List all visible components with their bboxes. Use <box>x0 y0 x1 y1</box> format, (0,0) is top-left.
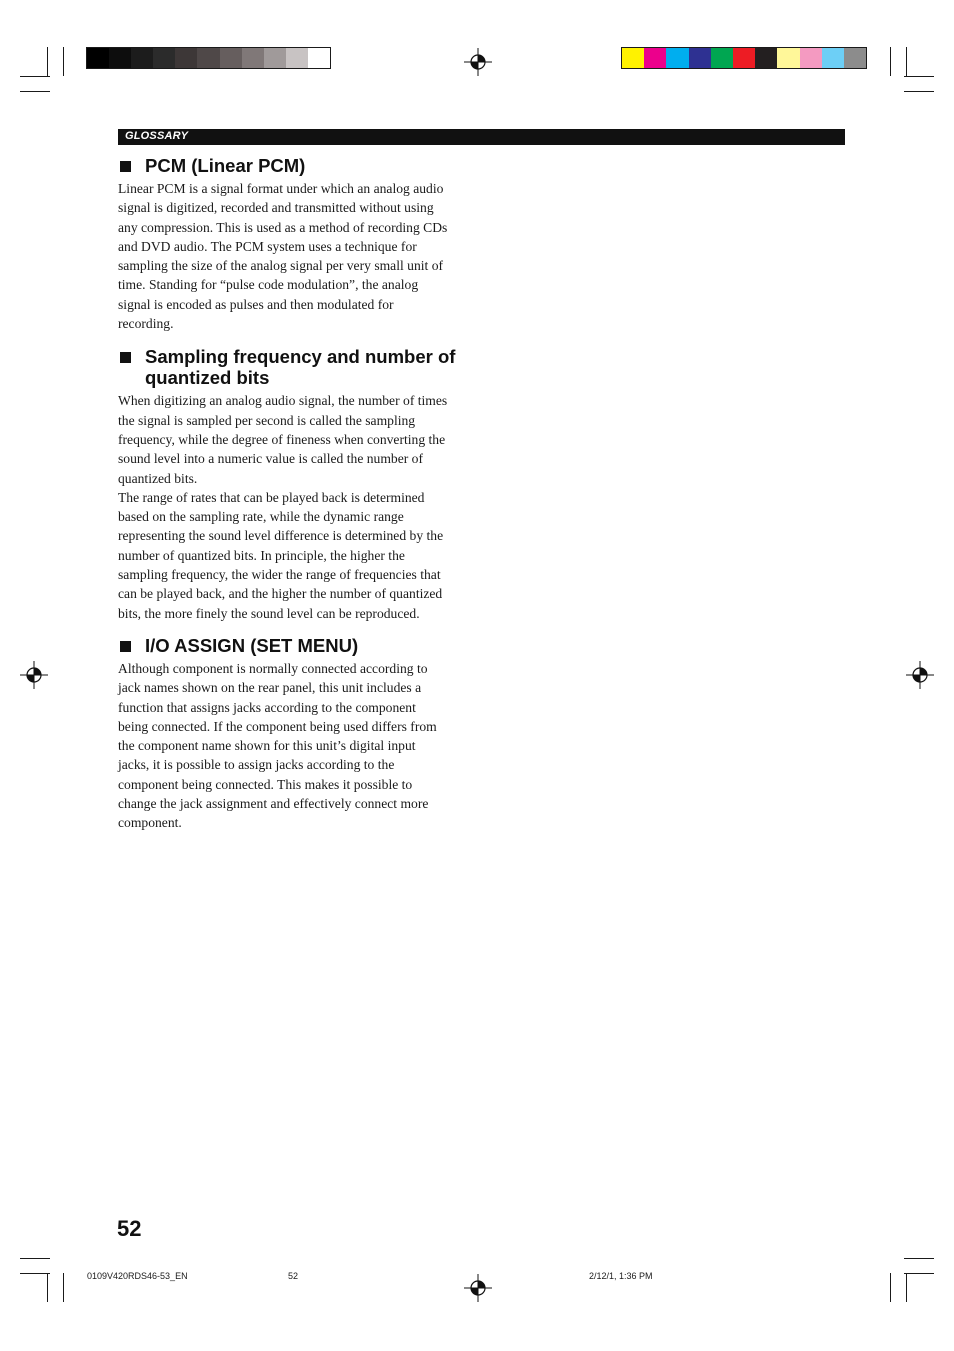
registration-target-icon <box>464 1274 492 1302</box>
calibration-swatch <box>197 48 219 68</box>
registration-target-icon <box>20 661 48 689</box>
calibration-swatch <box>666 48 688 68</box>
paragraph-line: component. <box>118 815 182 831</box>
crop-mark <box>47 47 48 76</box>
page-number: 52 <box>117 1216 142 1241</box>
calibration-swatch <box>286 48 308 68</box>
calibration-swatch <box>153 48 175 68</box>
paragraph-line: quantized bits. <box>118 470 198 486</box>
paragraph-line: signal is digitized, recorded and transmitted without using <box>118 200 434 216</box>
section-header-band <box>118 129 845 145</box>
calibration-swatch <box>109 48 131 68</box>
section-header-label: GLOSSARY <box>125 130 189 142</box>
color-calibration-bar <box>621 47 867 69</box>
paragraph-line: sampling frequency, the wider the range of frequencies that <box>118 567 441 583</box>
calibration-swatch <box>264 48 286 68</box>
calibration-swatch <box>131 48 153 68</box>
paragraph-line: signal is encoded as pulses and then modulated for <box>118 296 394 312</box>
calibration-swatch <box>844 48 866 68</box>
registration-target-icon <box>906 661 934 689</box>
crop-mark <box>20 1258 50 1259</box>
paragraph-line: and DVD audio. The PCM system uses a technique for <box>118 238 417 254</box>
section-heading: Sampling frequency and number of quantized bits <box>118 346 470 388</box>
crop-mark <box>47 1273 48 1302</box>
paragraph-line: time. Standing for “pulse code modulation”, the analog <box>118 277 419 293</box>
calibration-swatch <box>755 48 777 68</box>
grayscale-calibration-bar <box>86 47 331 69</box>
crop-mark <box>890 47 891 76</box>
calibration-swatch <box>242 48 264 68</box>
calibration-swatch <box>800 48 822 68</box>
paragraph-line: change the jack assignment and effectively connect more <box>118 796 429 812</box>
section-paragraph <box>118 179 470 333</box>
paragraph-line: bits, the more finely the sound level can be reproduced. <box>118 605 420 621</box>
calibration-swatch <box>220 48 242 68</box>
crop-mark <box>63 1273 64 1302</box>
paragraph-line: representing the sound level difference is determined by the <box>118 528 444 544</box>
paragraph-line: being connected. If the component being used differs from <box>118 718 437 734</box>
calibration-swatch <box>175 48 197 68</box>
bullet-square-icon <box>120 641 131 652</box>
crop-mark <box>906 1273 907 1302</box>
paragraph-line: Linear PCM is a signal format under which an analog audio <box>118 181 444 196</box>
crop-mark <box>904 76 934 77</box>
section-paragraph <box>118 391 470 623</box>
calibration-swatch <box>308 48 330 68</box>
crop-mark <box>63 47 64 76</box>
paragraph-line: frequency, while the degree of fineness when converting the <box>118 431 446 447</box>
footer-page: 52 <box>288 1271 299 1281</box>
paragraph-line: any compression. This is used as a method of recording CDs <box>118 219 448 235</box>
paragraph-line: sampling the size of the analog signal per very small unit of <box>118 258 444 274</box>
crop-mark <box>20 76 50 77</box>
paragraph-line: component being connected. This makes it possible to <box>118 776 413 792</box>
section-heading: PCM (Linear PCM) <box>118 155 470 176</box>
section-paragraph <box>118 659 470 833</box>
crop-mark <box>20 1273 50 1274</box>
glossary-column <box>118 150 470 833</box>
paragraph-line: the component name shown for this unit’s digital input <box>118 738 416 754</box>
section-heading: I/O ASSIGN (SET MENU) <box>118 635 470 656</box>
paragraph-line: Although component is normally connected according to <box>118 660 428 676</box>
paragraph-line: number of quantized bits. In principle, the higher the <box>118 547 405 563</box>
calibration-swatch <box>689 48 711 68</box>
crop-mark <box>904 91 934 92</box>
bullet-square-icon <box>120 352 131 363</box>
paragraph-line: the signal is sampled per second is called the sampling <box>118 412 416 428</box>
paragraph-line: recording. <box>118 316 174 332</box>
paragraph-line: When digitizing an analog audio signal, the number of times <box>118 393 448 409</box>
paragraph-line: The range of rates that can be played back is determined <box>118 489 425 505</box>
registration-target-icon <box>464 48 492 76</box>
calibration-swatch <box>622 48 644 68</box>
bullet-square-icon <box>120 161 131 172</box>
calibration-swatch <box>711 48 733 68</box>
paragraph-line: can be played back, and the higher the number of quantized <box>118 586 443 602</box>
paragraph-line: function that assigns jacks according to the component <box>118 699 416 715</box>
calibration-swatch <box>644 48 666 68</box>
crop-mark <box>20 91 50 92</box>
calibration-swatch <box>733 48 755 68</box>
crop-mark <box>906 47 907 76</box>
crop-mark <box>904 1273 934 1274</box>
calibration-swatch <box>777 48 799 68</box>
paragraph-line: sound level into a numeric value is called the number of <box>118 451 424 467</box>
paragraph-line: jacks, it is possible to assign jacks according to the <box>118 757 395 773</box>
paragraph-line: jack names shown on the rear panel, this unit includes a <box>118 680 422 696</box>
calibration-swatch <box>822 48 844 68</box>
calibration-swatch <box>87 48 109 68</box>
paragraph-line: based on the sampling rate, while the dynamic range <box>118 509 404 525</box>
crop-mark <box>904 1258 934 1259</box>
footer-timestamp: 2/12/1, 1:36 PM <box>589 1271 653 1281</box>
footer-file-name: 0109V420RDS46-53_EN <box>87 1271 188 1281</box>
crop-mark <box>890 1273 891 1302</box>
